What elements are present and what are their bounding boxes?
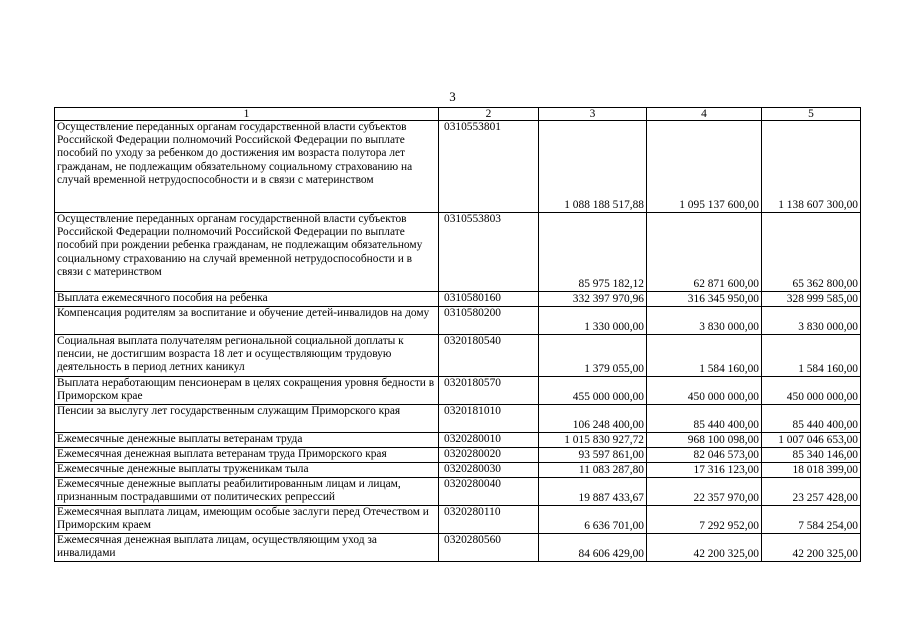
row-code: 0320280010 (439, 433, 539, 448)
row-value-col5: 7 584 254,00 (762, 506, 861, 534)
row-value-col3: 106 248 400,00 (539, 405, 647, 433)
table-row (55, 377, 861, 405)
row-name: Пенсии за выслугу лет государственным служащим Приморского края (55, 405, 439, 433)
table-row (55, 335, 861, 377)
row-name: Компенсация родителям за воспитание и обучение детей-инвалидов на дому (55, 307, 439, 335)
row-code: 0320280040 (439, 478, 539, 506)
row-code: 0320180570 (439, 377, 539, 405)
table-row (55, 463, 861, 478)
row-code: 0310580200 (439, 307, 539, 335)
row-value-col5: 65 362 800,00 (762, 213, 861, 292)
table-row (55, 433, 861, 448)
row-value-col3: 85 975 182,12 (539, 213, 647, 292)
row-value-col5: 42 200 325,00 (762, 534, 861, 562)
row-value-col3: 93 597 861,00 (539, 448, 647, 463)
row-value-col4: 1 095 137 600,00 (647, 121, 762, 213)
header-col-1: 1 (55, 108, 439, 121)
row-value-col3: 1 379 055,00 (539, 335, 647, 377)
page-number: 3 (449, 89, 456, 104)
row-code: 0320280030 (439, 463, 539, 478)
row-code: 0310580160 (439, 292, 539, 307)
row-value-col4: 3 830 000,00 (647, 307, 762, 335)
row-value-col5: 3 830 000,00 (762, 307, 861, 335)
row-value-col3: 332 397 970,96 (539, 292, 647, 307)
row-value-col4: 1 584 160,00 (647, 335, 762, 377)
row-name: Ежемесячные денежные выплаты ветеранам труда (55, 433, 439, 448)
row-value-col5: 450 000 000,00 (762, 377, 861, 405)
table-row (55, 213, 861, 292)
row-name: Осуществление переданных органам государственной власти субъектов Российской Федерации полномочий Российской Федерации по выплате пособий по уходу за ребенком до достижения им возраста полутора лет гражданам, не подлежащим обязательному социальному страхованию на случай временной нетрудоспособности и в связи с материнством (55, 121, 439, 213)
row-code: 0320280560 (439, 534, 539, 562)
table-body (55, 121, 861, 562)
row-name: Ежемесячная денежная выплата лицам, осуществляющим уход за инвалидами (55, 534, 439, 562)
row-value-col3: 1 088 188 517,88 (539, 121, 647, 213)
table-row (55, 292, 861, 307)
table-row (55, 448, 861, 463)
row-value-col5: 23 257 428,00 (762, 478, 861, 506)
table-row (55, 307, 861, 335)
row-value-col3: 19 887 433,67 (539, 478, 647, 506)
row-value-col4: 62 871 600,00 (647, 213, 762, 292)
row-name: Социальная выплата получателям региональной социальной доплаты к пенсии, не достигшим возраста 18 лет и осуществляющим трудовую деятельность в период летних каникул (55, 335, 439, 377)
row-value-col5: 328 999 585,00 (762, 292, 861, 307)
table-row (55, 121, 861, 213)
row-value-col4: 85 440 400,00 (647, 405, 762, 433)
row-value-col5: 1 007 046 653,00 (762, 433, 861, 448)
table-row (55, 506, 861, 534)
row-value-col4: 968 100 098,00 (647, 433, 762, 448)
row-value-col5: 85 440 400,00 (762, 405, 861, 433)
table-row (55, 405, 861, 433)
row-value-col4: 17 316 123,00 (647, 463, 762, 478)
row-code: 0320280020 (439, 448, 539, 463)
row-code: 0320181010 (439, 405, 539, 433)
row-name: Ежемесячные денежные выплаты реабилитированным лицам и лицам, признанным пострадавшими от политических репрессий (55, 478, 439, 506)
row-value-col5: 1 584 160,00 (762, 335, 861, 377)
row-value-col3: 1 330 000,00 (539, 307, 647, 335)
row-value-col3: 6 636 701,00 (539, 506, 647, 534)
header-col-5: 5 (762, 108, 861, 121)
budget-table (54, 107, 861, 562)
row-value-col3: 1 015 830 927,72 (539, 433, 647, 448)
table-header (55, 108, 861, 121)
row-code: 0320180540 (439, 335, 539, 377)
row-name: Ежемесячная выплата лицам, имеющим особые заслуги перед Отечеством и Приморским краем (55, 506, 439, 534)
row-code: 0320280110 (439, 506, 539, 534)
row-name: Выплата неработающим пенсионерам в целях сокращения уровня бедности в Приморском крае (55, 377, 439, 405)
row-code: 0310553801 (439, 121, 539, 213)
row-value-col4: 82 046 573,00 (647, 448, 762, 463)
row-value-col4: 22 357 970,00 (647, 478, 762, 506)
row-code: 0310553803 (439, 213, 539, 292)
row-name: Ежемесячная денежная выплата ветеранам труда Приморского края (55, 448, 439, 463)
row-value-col3: 11 083 287,80 (539, 463, 647, 478)
table-row (55, 534, 861, 562)
row-value-col3: 84 606 429,00 (539, 534, 647, 562)
row-value-col5: 85 340 146,00 (762, 448, 861, 463)
row-value-col4: 42 200 325,00 (647, 534, 762, 562)
row-value-col4: 450 000 000,00 (647, 377, 762, 405)
row-name: Ежемесячные денежные выплаты труженикам тыла (55, 463, 439, 478)
row-name: Выплата ежемесячного пособия на ребенка (55, 292, 439, 307)
row-value-col5: 1 138 607 300,00 (762, 121, 861, 213)
row-name: Осуществление переданных органам государственной власти субъектов Российской Федерации полномочий Российской Федерации по выплате пособий при рождении ребенка гражданам, не подлежащим обязательному социальному страхованию на случай временной нетрудоспособности и в связи с материнством (55, 213, 439, 292)
row-value-col4: 316 345 950,00 (647, 292, 762, 307)
table-row (55, 478, 861, 506)
row-value-col5: 18 018 399,00 (762, 463, 861, 478)
row-value-col3: 455 000 000,00 (539, 377, 647, 405)
header-col-3: 3 (539, 108, 647, 121)
header-col-2: 2 (439, 108, 539, 121)
row-value-col4: 7 292 952,00 (647, 506, 762, 534)
header-col-4: 4 (647, 108, 762, 121)
